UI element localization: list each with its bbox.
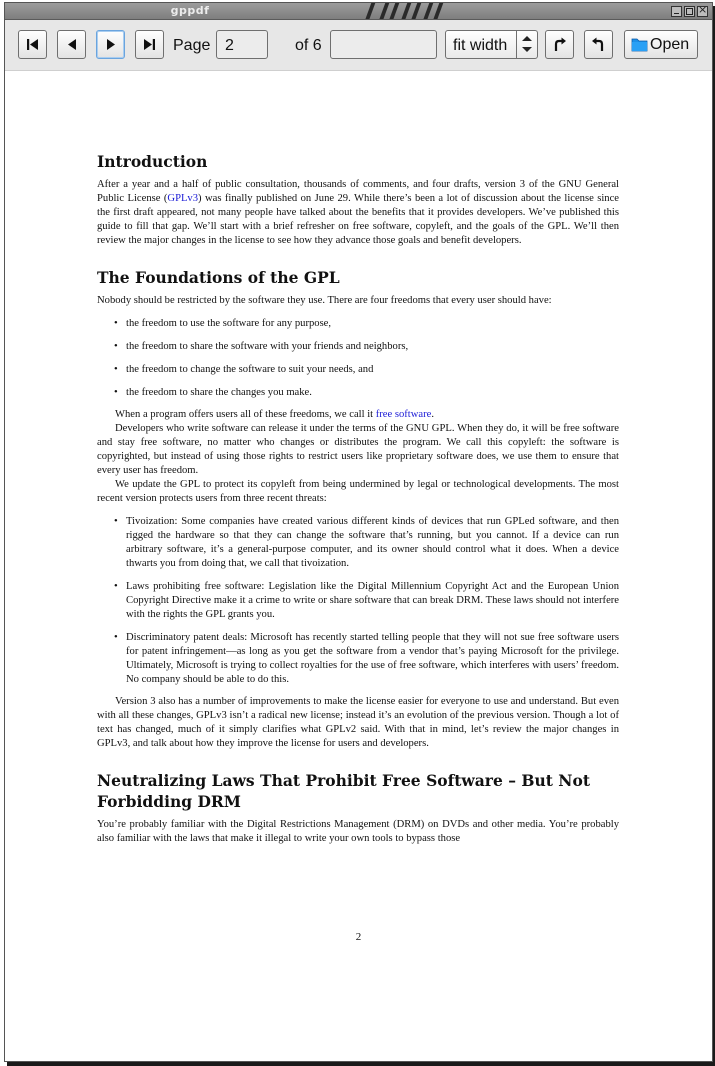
rotate-right-icon [551,36,568,53]
document-page[interactable] [5,71,712,1061]
previous-page-button[interactable] [57,30,86,59]
rotate-left-icon [590,36,607,53]
gplv3-link[interactable]: GPLv3 [167,193,199,204]
section-heading: Neutralizing Laws That Prohibit Free Software – But Not Forbidding DRM [97,771,590,811]
maximize-icon[interactable] [684,6,695,17]
page-content [97,151,619,846]
list-item: • Discriminatory patent deals: Microsoft has recently started telling people that they will not sue free software users for patent infringement—as long as you get the software from a vendor that’s paying Microsoft for the privilege. Ultimately, Microsoft is trying to collect royalties for the use of free software, which interferes with users’ freedom. No company should be able to do this. [97,631,619,687]
minimize-icon[interactable] [671,6,682,17]
search-input[interactable] [330,30,437,59]
section-heading: Introduction [97,152,208,171]
list-item: • Laws prohibiting free software: Legislation like the Digital Millennium Copyright Act and the European Union Copyright Directive make it a crime to write or share software that can break DRM. These laws should not interfere with the rights the GPL grants you. [97,580,619,622]
last-page-button[interactable] [135,30,164,59]
folder-icon [631,37,648,52]
window-title: gppdf [170,4,210,17]
window-controls [671,6,708,17]
next-page-icon [102,36,119,53]
spin-arrows-icon[interactable] [516,31,537,58]
last-page-icon [141,36,158,53]
section-heading: The Foundations of the GPL [97,268,340,287]
page-number-input[interactable]: 2 [216,30,268,59]
previous-page-icon [63,36,80,53]
first-page-icon [24,36,41,53]
paragraph: Nobody should be restricted by the software they use. There are four freedoms that every user should have: [97,295,552,306]
title-bar-decoration [360,3,445,19]
paragraph: Developers who write software can release it under the terms of the GNU GPL. When they do, it will be free software and stay free software, no matter who changes or distributes the program. We call this copyleft: the software is copyrighted, but instead of using those rights to restrict users like proprietary software does, we use them to ensure that every user has freedom. [97,423,619,476]
page-number: 2 [355,931,362,943]
first-page-button[interactable] [18,30,47,59]
toolbar [5,20,712,71]
paragraph: After a year and a half of public consultation, thousands of comments, and four drafts, version 3 of the GNU General Public License (GPLv3) was finally published on June 29. While there’s been a lot of discussion about the license since the first draft appeared, not many people have talked about the benefits that it provides developers. We’ve published this guide to fill that gap. We’ll start with a brief refresher on free software, copyleft, and the goals of the GPL. We’ll then review the major changes in the license to see how they advance those goals and benefit developers. [97,179,619,246]
rotate-right-button[interactable] [545,30,574,59]
zoom-select[interactable] [445,30,538,59]
open-button[interactable] [624,30,698,59]
threats-list [97,515,619,687]
list-item: • Tivoization: Some companies have created various different kinds of devices that run GPLed software, and then rigged the hardware so that they can change the software that’s running, but you cannot. If a device can run arbitrary software, it’s a general-purpose computer, and its owner should control what it does. When a device thwarts you from doing that, we call that tivoization. [97,515,619,571]
page-label: Page [173,37,211,54]
page-count-label: of 6 [295,37,322,54]
freedoms-list [97,317,619,400]
list-item: • the freedom to change the software to suit your needs, and [97,363,619,377]
list-item: • the freedom to use the software for any purpose, [97,317,619,331]
paragraph: When a program offers users all of these freedoms, we call it free software. [115,409,434,420]
open-button-label: Open [650,35,690,53]
list-item: • the freedom to share the software with your friends and neighbors, [97,340,619,354]
app-window [4,2,713,1062]
next-page-button[interactable] [96,30,125,59]
list-item: • the freedom to share the changes you make. [97,386,619,400]
paragraph: Version 3 also has a number of improvements to make the license easier for everyone to use and understand. But even with all these changes, GPLv3 isn’t a radical new license; instead it’s an evolution of the previous version. Though a lot of text has changed, much of it simply clarifies what GPLv2 said. With that in mind, let’s review the major changes in GPLv3, and talk about how they improve the license for users and developers. [97,696,619,749]
close-icon[interactable] [697,6,708,17]
paragraph: We update the GPL to protect its copyleft from being undermined by legal or technological developments. The most recent version protects users from three recent threats: [97,479,619,504]
rotate-left-button[interactable] [584,30,613,59]
title-bar[interactable] [5,3,712,20]
free-software-link[interactable]: free software [375,409,432,420]
paragraph: You’re probably familiar with the Digital Restrictions Management (DRM) on DVDs and other media. You’re probably also familiar with the laws that make it illegal to write your own tools to bypass those [97,819,619,844]
zoom-value: fit width [453,37,508,54]
